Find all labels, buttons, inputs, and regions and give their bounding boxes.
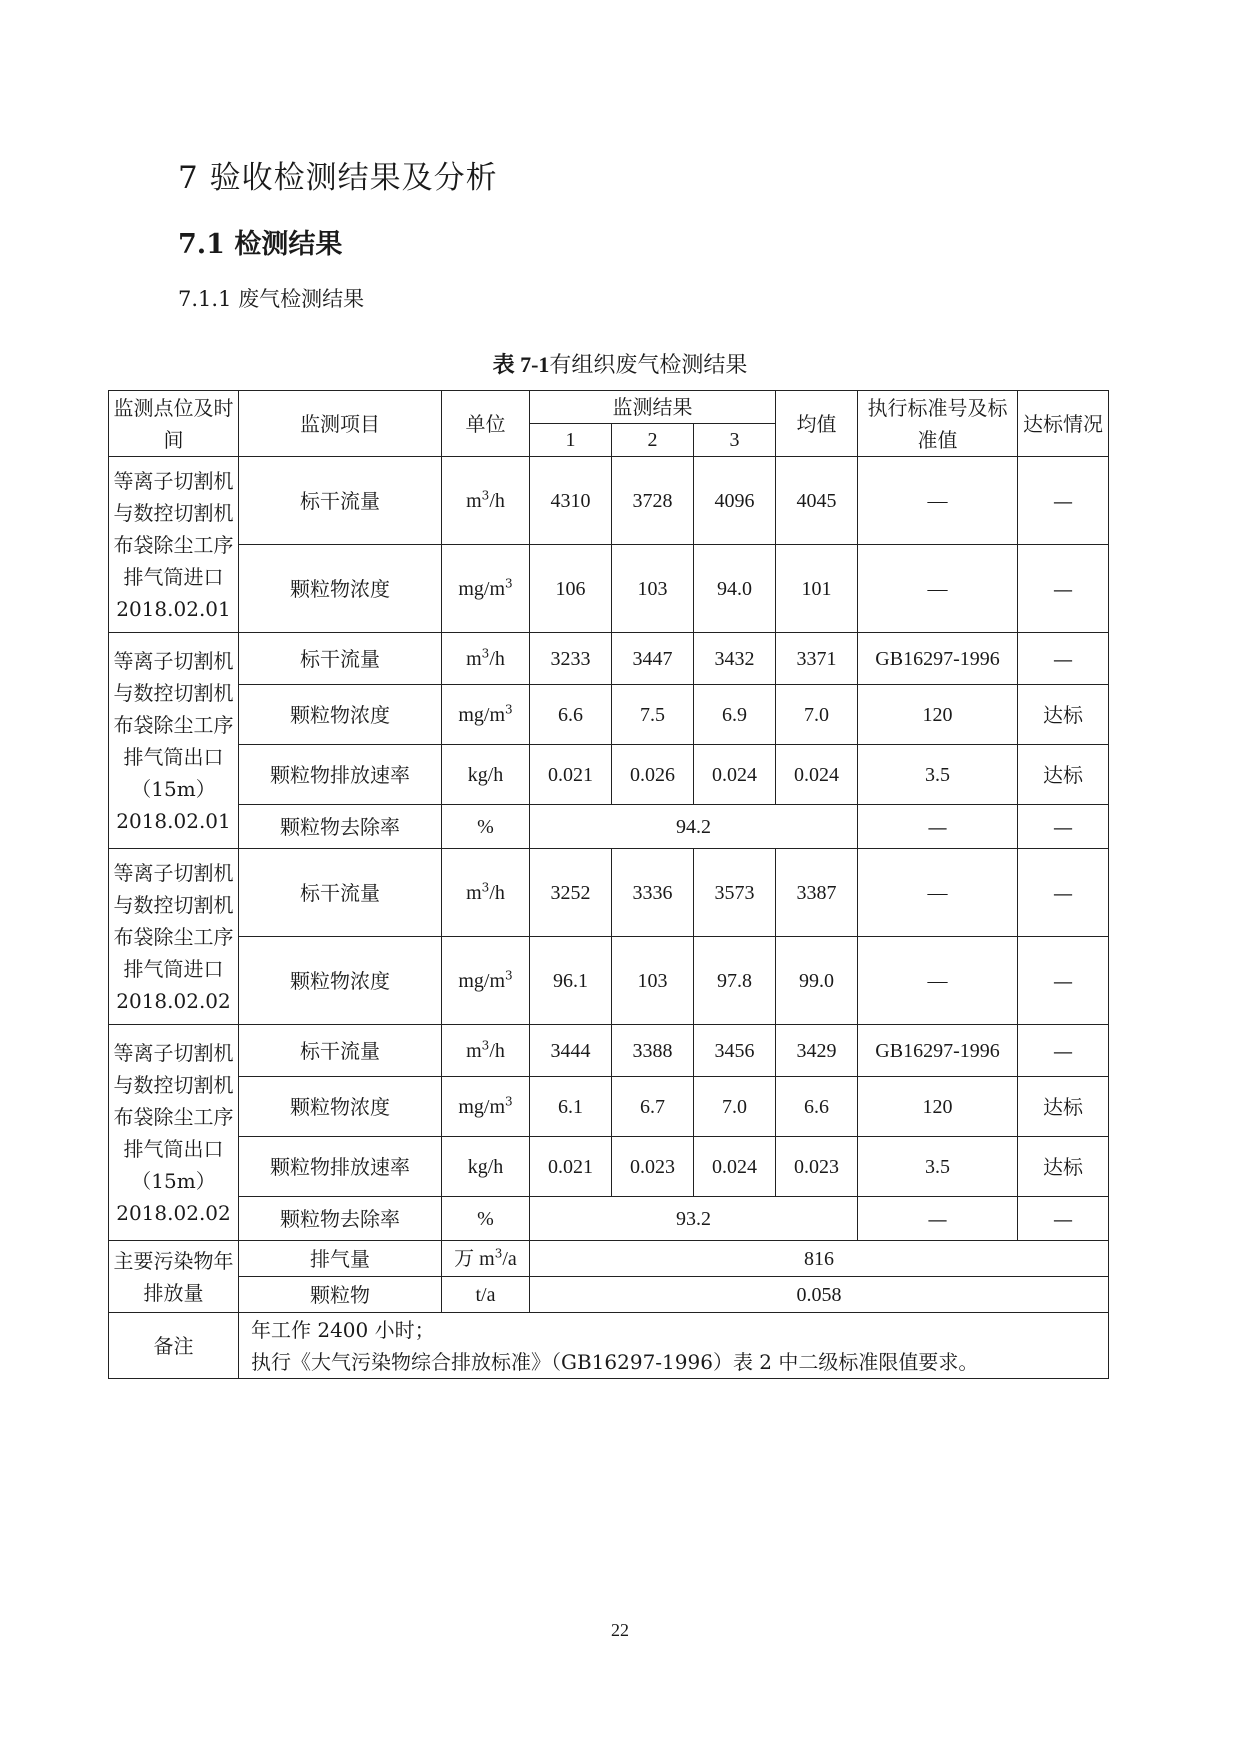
compliance-cell: 达标 xyxy=(1018,745,1109,805)
item-cell: 颗粒物浓度 xyxy=(239,685,442,745)
value-cell-v3: 0.024 xyxy=(694,1137,776,1197)
value-cell-avg: 3371 xyxy=(776,633,858,685)
value-cell-v2: 0.026 xyxy=(612,745,694,805)
results-table xyxy=(108,390,1109,1379)
annual-label-cell: 主要污染物年排放量 xyxy=(109,1241,239,1313)
unit-base: m xyxy=(466,1040,482,1062)
unit-superscript: 3 xyxy=(481,646,490,661)
value-cell-v3: 0.024 xyxy=(694,745,776,805)
compliance-cell: 达标 xyxy=(1018,1137,1109,1197)
item-cell: 颗粒物浓度 xyxy=(239,937,442,1025)
compliance-cell: — xyxy=(1018,633,1109,685)
value-cell-v1: 6.1 xyxy=(530,1077,612,1137)
monitoring-point-cell: 等离子切割机与数控切割机布袋除尘工序排气筒进口2018.02.01 xyxy=(109,457,239,633)
value-cell-v1: 4310 xyxy=(530,457,612,545)
value-cell-v3: 7.0 xyxy=(694,1077,776,1137)
value-cell-v1: 0.021 xyxy=(530,1137,612,1197)
value-cell-v1: 6.6 xyxy=(530,685,612,745)
unit-cell: % xyxy=(442,1197,530,1241)
remarks-row xyxy=(109,1313,1109,1379)
unit-superscript: 3 xyxy=(505,576,513,591)
unit-base: mg/m xyxy=(458,704,506,726)
unit-cell xyxy=(442,1025,530,1077)
compliance-cell: 达标 xyxy=(1018,685,1109,745)
unit-tail: /a xyxy=(502,1248,517,1270)
sub-subsection-heading: 7.1.1 废气检测结果 xyxy=(178,287,365,311)
standard-cell: 120 xyxy=(858,685,1018,745)
unit-base: mg/m xyxy=(458,970,506,992)
remarks-line-1: 年工作 2400 小时； xyxy=(251,1317,435,1342)
header-result-2: 2 xyxy=(612,424,694,457)
value-cell-v3: 3573 xyxy=(694,849,776,937)
standard-cell: — xyxy=(858,457,1018,545)
annual-value-cell: 0.058 xyxy=(530,1277,1109,1313)
unit-base: mg/m xyxy=(458,578,506,600)
monitoring-point-cell: 等离子切割机与数控切割机布袋除尘工序排气筒进口2018.02.02 xyxy=(109,849,239,1025)
value-cell-v2: 3336 xyxy=(612,849,694,937)
header-average: 均值 xyxy=(776,391,858,457)
monitoring-point-cell: 等离子切割机与数控切割机布袋除尘工序排气筒出口（15m）2018.02.01 xyxy=(109,633,239,849)
unit-base: m xyxy=(466,648,482,670)
unit-base: m xyxy=(466,490,482,512)
unit-cell: % xyxy=(442,805,530,849)
section-heading: 7 验收检测结果及分析 xyxy=(178,160,498,196)
item-cell: 颗粒物排放速率 xyxy=(239,745,442,805)
standard-cell: — xyxy=(858,849,1018,937)
table-caption-title: 有组织废气检测结果 xyxy=(549,353,748,378)
value-cell-v1: 3444 xyxy=(530,1025,612,1077)
item-cell: 标干流量 xyxy=(239,849,442,937)
removal-row xyxy=(109,805,1109,849)
unit-superscript: 3 xyxy=(481,488,490,503)
value-cell-v2: 0.023 xyxy=(612,1137,694,1197)
value-cell-avg: 101 xyxy=(776,545,858,633)
item-cell: 颗粒物浓度 xyxy=(239,1077,442,1137)
value-cell-v2: 103 xyxy=(612,545,694,633)
unit-base: kg/h xyxy=(467,1156,504,1178)
item-cell: 颗粒物去除率 xyxy=(239,1197,442,1241)
unit-cell xyxy=(442,745,530,805)
standard-cell: — xyxy=(858,1197,1018,1241)
item-cell: 颗粒物排放速率 xyxy=(239,1137,442,1197)
unit-tail: /h xyxy=(489,882,505,904)
header-standard: 执行标准号及标准值 xyxy=(858,391,1018,457)
value-cell-avg: 7.0 xyxy=(776,685,858,745)
annual-row xyxy=(109,1241,1109,1277)
unit-base: m xyxy=(466,882,482,904)
item-cell: 标干流量 xyxy=(239,633,442,685)
table-row xyxy=(109,1025,1109,1077)
unit-cell xyxy=(442,849,530,937)
header-point-time: 监测点位及时间 xyxy=(109,391,239,457)
table-row xyxy=(109,1077,1109,1137)
unit-cell xyxy=(442,937,530,1025)
value-cell-avg: 0.024 xyxy=(776,745,858,805)
unit-cell xyxy=(442,1077,530,1137)
compliance-cell: — xyxy=(1018,937,1109,1025)
unit-superscript: 3 xyxy=(505,968,513,983)
value-cell-avg: 3429 xyxy=(776,1025,858,1077)
item-cell: 颗粒物 xyxy=(239,1277,442,1313)
standard-cell: GB16297-1996 xyxy=(858,1025,1018,1077)
table-row xyxy=(109,545,1109,633)
value-cell-avg: 6.6 xyxy=(776,1077,858,1137)
compliance-cell: — xyxy=(1018,1197,1109,1241)
subsection-heading: 7.1 检测结果 xyxy=(178,229,343,260)
value-cell-v3: 97.8 xyxy=(694,937,776,1025)
unit-superscript: 3 xyxy=(481,1038,490,1053)
header-compliance: 达标情况 xyxy=(1018,391,1109,457)
table-caption-number: 表 7-1 xyxy=(492,352,550,377)
unit-base: kg/h xyxy=(467,764,504,786)
monitoring-point-cell: 等离子切割机与数控切割机布袋除尘工序排气筒出口（15m）2018.02.02 xyxy=(109,1025,239,1241)
value-cell-avg: 99.0 xyxy=(776,937,858,1025)
value-cell-v3: 94.0 xyxy=(694,545,776,633)
table-row xyxy=(109,685,1109,745)
value-cell-v1: 0.021 xyxy=(530,745,612,805)
unit-base: t/a xyxy=(475,1284,496,1306)
table-row xyxy=(109,457,1109,545)
header-unit: 单位 xyxy=(442,391,530,457)
compliance-cell: — xyxy=(1018,1025,1109,1077)
item-cell: 排气量 xyxy=(239,1241,442,1277)
remarks-line-2: 执行《大气污染物综合排放标准》（GB16297-1996）表 2 中二级标准限值要求。 xyxy=(251,1349,979,1374)
value-cell-v2: 7.5 xyxy=(612,685,694,745)
value-cell-avg: 0.023 xyxy=(776,1137,858,1197)
unit-superscript: 3 xyxy=(494,1246,503,1261)
item-cell: 颗粒物去除率 xyxy=(239,805,442,849)
standard-cell: 3.5 xyxy=(858,1137,1018,1197)
annual-value-cell: 816 xyxy=(530,1241,1109,1277)
unit-cell xyxy=(442,1137,530,1197)
value-cell-v2: 3388 xyxy=(612,1025,694,1077)
table-row xyxy=(109,633,1109,685)
header-result-3: 3 xyxy=(694,424,776,457)
header-results: 监测结果 xyxy=(530,391,776,424)
table-row xyxy=(109,937,1109,1025)
unit-base: mg/m xyxy=(458,1096,506,1118)
table-row xyxy=(109,849,1109,937)
item-cell: 标干流量 xyxy=(239,457,442,545)
standard-cell: — xyxy=(858,545,1018,633)
value-cell-v2: 6.7 xyxy=(612,1077,694,1137)
standard-cell: — xyxy=(858,805,1018,849)
standard-cell: 120 xyxy=(858,1077,1018,1137)
value-cell-v3: 3432 xyxy=(694,633,776,685)
annual-row xyxy=(109,1277,1109,1313)
table-body xyxy=(109,457,1109,1379)
value-cell-v3: 6.9 xyxy=(694,685,776,745)
table-caption xyxy=(0,348,1240,379)
compliance-cell: — xyxy=(1018,849,1109,937)
removal-value-cell: 93.2 xyxy=(530,1197,858,1241)
table-row xyxy=(109,745,1109,805)
unit-cell xyxy=(442,1277,530,1313)
standard-cell: 3.5 xyxy=(858,745,1018,805)
value-cell-avg: 4045 xyxy=(776,457,858,545)
removal-row xyxy=(109,1197,1109,1241)
compliance-cell: — xyxy=(1018,805,1109,849)
value-cell-avg: 3387 xyxy=(776,849,858,937)
value-cell-v1: 3252 xyxy=(530,849,612,937)
value-cell-v3: 4096 xyxy=(694,457,776,545)
unit-cell xyxy=(442,545,530,633)
unit-cell xyxy=(442,457,530,545)
unit-superscript: 3 xyxy=(481,880,490,895)
unit-superscript: 3 xyxy=(505,1094,513,1109)
unit-tail: /h xyxy=(489,1040,505,1062)
value-cell-v3: 3456 xyxy=(694,1025,776,1077)
compliance-cell: — xyxy=(1018,457,1109,545)
removal-value-cell: 94.2 xyxy=(530,805,858,849)
value-cell-v2: 103 xyxy=(612,937,694,1025)
unit-cell xyxy=(442,1241,530,1277)
value-cell-v1: 3233 xyxy=(530,633,612,685)
remarks-label-cell: 备注 xyxy=(109,1313,239,1379)
standard-cell: — xyxy=(858,937,1018,1025)
item-cell: 颗粒物浓度 xyxy=(239,545,442,633)
header-item: 监测项目 xyxy=(239,391,442,457)
header-row xyxy=(109,391,1109,424)
header-result-1: 1 xyxy=(530,424,612,457)
value-cell-v2: 3728 xyxy=(612,457,694,545)
unit-cell xyxy=(442,633,530,685)
compliance-cell: 达标 xyxy=(1018,1077,1109,1137)
compliance-cell: — xyxy=(1018,545,1109,633)
item-cell: 标干流量 xyxy=(239,1025,442,1077)
value-cell-v2: 3447 xyxy=(612,633,694,685)
unit-cell xyxy=(442,685,530,745)
remarks-content-cell xyxy=(239,1313,1109,1379)
page-number: 22 xyxy=(611,1620,629,1640)
value-cell-v1: 106 xyxy=(530,545,612,633)
unit-superscript: 3 xyxy=(505,702,513,717)
unit-base: 万 m xyxy=(454,1248,495,1270)
value-cell-v1: 96.1 xyxy=(530,937,612,1025)
table-row xyxy=(109,1137,1109,1197)
unit-tail: /h xyxy=(489,648,505,670)
standard-cell: GB16297-1996 xyxy=(858,633,1018,685)
unit-tail: /h xyxy=(489,490,505,512)
